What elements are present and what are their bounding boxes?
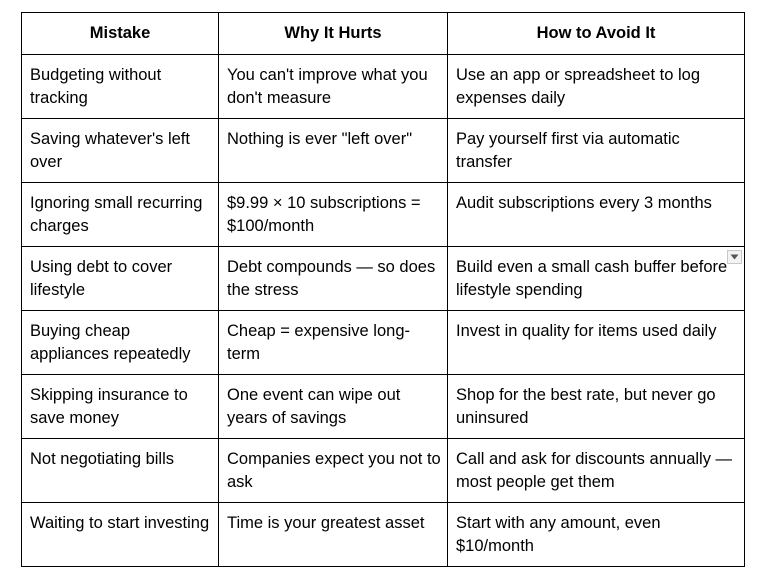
- cell-why-it-hurts[interactable]: Cheap = expensive long-term: [219, 311, 448, 375]
- cell-how-to-avoid[interactable]: Use an app or spreadsheet to log expenses daily: [448, 55, 745, 119]
- cell-how-to-avoid[interactable]: [448, 247, 745, 311]
- cell-how-to-avoid[interactable]: Call and ask for discounts annually — most people get them: [448, 439, 745, 503]
- table-row: [22, 311, 745, 375]
- header-mistake: Mistake: [22, 13, 219, 55]
- cell-mistake[interactable]: Buying cheap appliances repeatedly: [22, 311, 219, 375]
- table-header-row: [22, 13, 745, 55]
- cell-why-it-hurts[interactable]: Time is your greatest asset: [219, 503, 448, 567]
- cell-mistake[interactable]: Not negotiating bills: [22, 439, 219, 503]
- cell-mistake[interactable]: Budgeting without tracking: [22, 55, 219, 119]
- cell-why-it-hurts[interactable]: Companies expect you not to ask: [219, 439, 448, 503]
- cell-mistake[interactable]: Waiting to start investing: [22, 503, 219, 567]
- mistakes-table: [21, 12, 745, 567]
- cell-why-it-hurts[interactable]: Debt compounds — so does the stress: [219, 247, 448, 311]
- cell-why-it-hurts[interactable]: You can't improve what you don't measure: [219, 55, 448, 119]
- chevron-down-icon: [730, 254, 739, 260]
- header-how-to-avoid-it: How to Avoid It: [448, 13, 745, 55]
- cell-how-to-avoid[interactable]: Shop for the best rate, but never go uninsured: [448, 375, 745, 439]
- cell-how-to-avoid[interactable]: Start with any amount, even $10/month: [448, 503, 745, 567]
- table-row: [22, 439, 745, 503]
- table-row: [22, 247, 745, 311]
- cell-mistake[interactable]: Using debt to cover lifestyle: [22, 247, 219, 311]
- cell-why-it-hurts[interactable]: One event can wipe out years of savings: [219, 375, 448, 439]
- table-row: [22, 503, 745, 567]
- cell-mistake[interactable]: Ignoring small recurring charges: [22, 183, 219, 247]
- cell-how-to-avoid[interactable]: Pay yourself first via automatic transfer: [448, 119, 745, 183]
- table-row: [22, 183, 745, 247]
- cell-dropdown-button[interactable]: [727, 250, 742, 264]
- cell-text: Build even a small cash buffer before lifestyle spending: [456, 258, 728, 299]
- cell-how-to-avoid[interactable]: Audit subscriptions every 3 months: [448, 183, 745, 247]
- cell-mistake[interactable]: Saving whatever's left over: [22, 119, 219, 183]
- cell-how-to-avoid[interactable]: Invest in quality for items used daily: [448, 311, 745, 375]
- table-row: [22, 55, 745, 119]
- table-row: [22, 119, 745, 183]
- header-why-it-hurts: Why It Hurts: [219, 13, 448, 55]
- table-row: [22, 375, 745, 439]
- cell-mistake[interactable]: Skipping insurance to save money: [22, 375, 219, 439]
- cell-why-it-hurts[interactable]: $9.99 × 10 subscriptions = $100/month: [219, 183, 448, 247]
- cell-why-it-hurts[interactable]: Nothing is ever "left over": [219, 119, 448, 183]
